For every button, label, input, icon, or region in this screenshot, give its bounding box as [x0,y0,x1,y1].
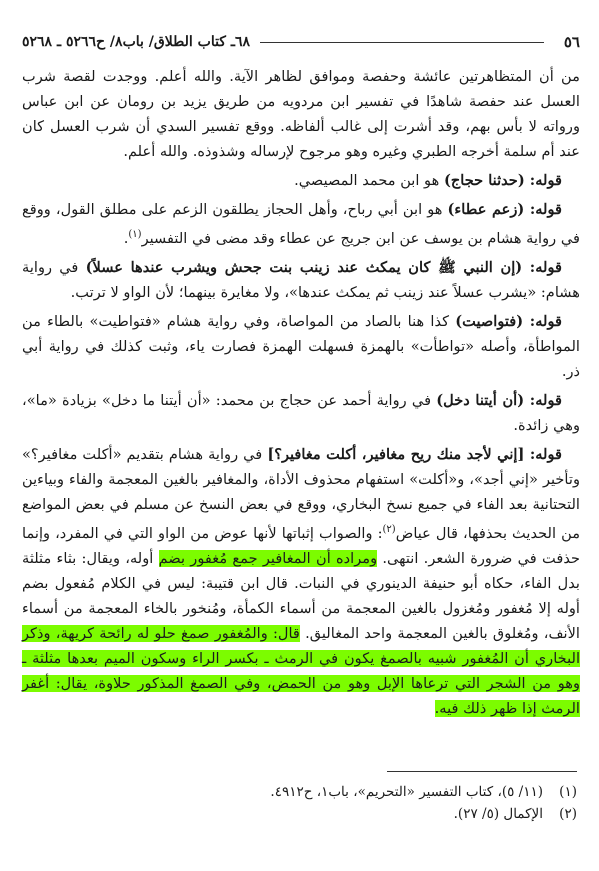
text-run: أوله، ويقال: بثاء مثلثة بدل الفاء، حكاه أبو حنيفة الدينوري في النبات. قال ابن قتيبة: ليس في الكلام مُفعول بضم أوله إلا مُغفور ومُغزول بالغين المعجمة من أسماء الكمأة، ومُنخور بالخاء المعجمة من أسماء الأنف، ومُغلوق بالغين المعجمة واحد المغاليق. [22,549,580,642]
page-header [22,30,580,54]
paragraph-p1 [22,64,580,164]
paragraph-p2 [22,168,580,193]
footnote-ref: (١) [128,229,142,240]
paragraph-p7 [22,442,580,721]
text-run: كذا هنا بالصاد من المواصاة، وفي رواية هشام «فتواطيت» بالطاء من المواطأة، وأصله «تواطأت» بالهمزة فسهلت الهمزة فصارت ياء، وثبت كذلك في رواية أبي ذر. [22,312,580,380]
footnote-text: (١١/ ٥)، كتاب التفسير «التحريم»، باب١، ح٤٩١٢. [270,784,543,800]
footnote-ref: (٢) [382,523,396,535]
footnote-number: (٢) [559,806,577,822]
text-run: : والصواب إثباتها لأنها عوض من الواو التي في المفرد، وإنما حذفت في ضرورة الشعر. انتهى. [22,524,581,567]
quoted-phrase: قوله: (فتواصيت) [455,312,562,330]
highlighted-text: قال: والمُغفور صمغ حلو له رائحة كريهة، وذكر البخاري أن المُغفور شبيه بالصمغ يكون في الرمث ـ بكسر الراء وسكون الميم بعدها مثلثة ـ وهو من الشجر التي ترعاها الإبل وهو من الحمض، وفي الصمغ المذكور حلاوة، يقال: أغفر الرمث إذا ظهر ذلك فيه. [22,624,580,717]
document-page [22,30,580,725]
paragraph-p3 [22,197,580,251]
highlighted-text: ومراده أن المغافير جمع مُغفور بضم [158,549,378,567]
page-number: ٥٦ [563,33,580,51]
quoted-phrase: قوله: (أن أيتنا دخل) [436,391,562,409]
footnote-text: الإكمال (٥/ ٢٧). [453,806,543,822]
header-rule [260,42,544,43]
text-run: هو ابن محمد المصيصي. [294,172,444,189]
paragraph-p6 [22,388,580,438]
text-run: في رواية هشام: «يشرب عسلاً عند زينب ثم يمكث عندها»، ولا مغايرة بينهما؛ لأن الواو لا ترتب. [22,258,580,301]
text-run: . [123,229,129,247]
text-run: هو ابن أبي رباح، وأهل الحجاز يطلقون الزعم على مطلق القول، ووقع في رواية هشام بن يوسف عن ابن جريج عن عطاء وقد مضى في التفسير [22,201,580,247]
paragraph-p4 [22,255,580,305]
paragraph-p5 [22,309,580,384]
quoted-phrase: قوله: (زعم عطاء) [447,201,562,218]
footnote-item [19,781,577,803]
footnote-item [19,803,577,825]
page-body [22,64,580,721]
quoted-phrase: قوله: (حدثنا حجاج) [443,172,562,189]
quoted-phrase: قوله: [إني لأجد منك ريح مغافير، أكلت مغافير؟] [267,445,562,463]
footnotes [19,781,577,825]
footnote-number: (١) [559,784,577,800]
running-title: ٦٨ـ كتاب الطلاق/ باب٨/ ح٥٢٦٦ ـ ٥٢٦٨ [22,34,250,50]
footnote-separator [387,771,577,772]
text-run: في رواية أحمد عن حجاج بن محمد: «أن أيتنا ما دخل» بزيادة «ما»، وهي زائدة. [22,391,580,434]
text-run: من أن المتظاهرتين عائشة وحفصة وموافق لظاهر الآية. والله أعلم. ووجدت لقصة شرب العسل عند حفصة شاهدًا في تفسير ابن مردويه من طريق يزيد بن رومان عن ابن عباس ورواته لا بأس بهم، وقد أشرت إلى غالب ألفاظه. ووقع تفسير السدي أن شرب العسل كان عند أم سلمة أخرجه الطبري وغيره وهو مرجوح لإرساله وشذوذه. والله أعلم. [22,68,580,160]
quoted-phrase: قوله: (إن النبي ﷺ كان يمكث عند زينب بنت جحش ويشرب عندها عسلاً) [85,258,562,276]
text-run: في رواية هشام بتقديم «أكلت مغافير؟» وتأخير «إني أجد»، و«أكلت» استفهام محذوف الأداة، والمغافير بالغين المعجمة والفاء وبياءين التحتانية بعد الفاء في جميع نسخ البخاري، ووقع في بعض النسخ عن مسلم في بعض المواضع من الحديث بحذفها، قال عياض [22,445,581,542]
